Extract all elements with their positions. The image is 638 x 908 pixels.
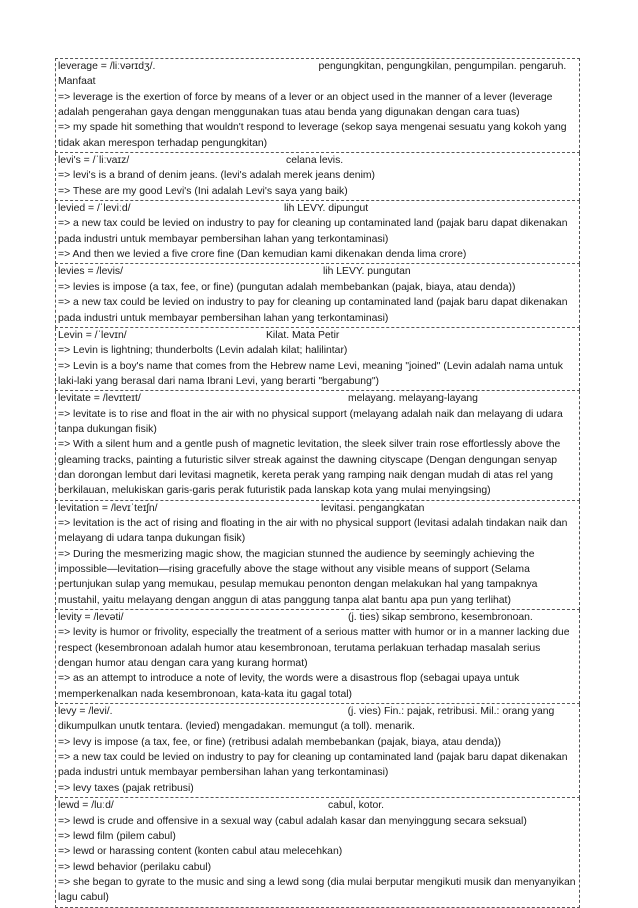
example-line: => levy is impose (a tax, fee, or fine) (retribusi adalah membebankan (pajak, biaya, atau denda)) bbox=[58, 736, 501, 748]
entry-term: lewd = /luːd/ bbox=[58, 800, 114, 812]
entry-translation: celana levis. bbox=[286, 155, 344, 167]
example-line: => levi's is a brand of denim jeans. (levi's adalah merek jeans denim) bbox=[58, 170, 376, 182]
dictionary-page bbox=[55, 58, 580, 908]
example-line: => lewd or harassing content (konten cabul atau melecehkan) bbox=[58, 846, 343, 858]
example-line: => levies is impose (a tax, fee, or fine) (pungutan adalah membebankan (pajak, biaya, atau denda)) bbox=[58, 281, 516, 293]
entry-heading bbox=[58, 264, 577, 279]
dictionary-entry bbox=[55, 153, 580, 201]
dictionary-entry bbox=[55, 501, 580, 610]
example-line: => leverage is the exertion of force by means of a lever or an object used in the manner of a lever (leverage adalah pengerahan gaya dengan menggunakan tuas atau benda yang digunakan dengan cara tuas) bbox=[58, 91, 553, 119]
entry-translation: cabul, kotor. bbox=[328, 800, 385, 812]
entry-translation: Kilat. Mata Petir bbox=[266, 329, 340, 341]
example-line: => These are my good Levi's (Ini adalah Levi's saya yang baik) bbox=[58, 185, 348, 197]
example-line: => my spade hit something that wouldn't respond to leverage (sekop saya mengenai sesuatu yang kokoh yang tidak akan merespon terhadap pengungkitan) bbox=[58, 122, 567, 149]
example-line: => she began to gyrate to the music and sing a lewd song (dia mulai berputar mengikuti musik dan menyanyikan lagu cabul) bbox=[58, 876, 576, 904]
example-line: => With a silent hum and a gentle push of magnetic levitation, the sleek silver train rose effortlessly above the gleaming tracks, painting a futuristic silver streak against the dawning cityscape (Dengan dengungan senyap dan dorongan lembut dari levitasi magnetik, kereta perak yang ramping naik dengan mudah di atas rel yang berkilauan, melukiskan garis-garis perak futuristik pada lanskap kota yang mulai menyingsing) bbox=[58, 439, 561, 497]
entry-heading bbox=[58, 201, 577, 216]
dictionary-entry bbox=[55, 264, 580, 327]
entry-translation: lih LEVY. dipungut bbox=[284, 203, 369, 215]
dictionary-entry bbox=[55, 58, 580, 153]
example-line: => During the mesmerizing magic show, the magician stunned the audience by seemingly achieving the impossible—levitation—rising gracefully above the stage without any visible means of support (Selama pertunjukan sulap yang memukau, pesulap memukau penonton dengan melakukan hal yang tampaknya mustahil, yaitu melayang dengan anggun di atas panggung tanpa alat bantu apa pun yang terlihat) bbox=[58, 548, 538, 606]
example-line: => Levin is lightning; thunderbolts (Levin adalah kilat; halilintar) bbox=[58, 345, 348, 357]
entry-term: levitation = /levɪˈteɪʃn/ bbox=[58, 502, 158, 514]
dictionary-entry bbox=[55, 201, 580, 264]
example-line: => levity is humor or frivolity, especially the treatment of a serious matter with humor or in a manner lacking due respect (kesembronoan adalah humor atau kesembronoan, terutama perlakuan terhadap masalah serius dengan humor atau dengan cara yang kurang hormat) bbox=[58, 627, 570, 670]
dictionary-entry bbox=[55, 610, 580, 704]
example-line: => lewd is crude and offensive in a sexual way (cabul adalah kasar dan menyinggung secara seksual) bbox=[58, 815, 527, 827]
entry-translation: pengungkitan, pengungkilan, pengumpilan. pengaruh. Manfaat bbox=[58, 61, 567, 88]
dictionary-entry bbox=[55, 391, 580, 500]
entry-heading bbox=[58, 704, 577, 735]
entry-term: levy = /levi/. bbox=[58, 706, 113, 718]
entry-term: levied = /ˈleviːd/ bbox=[58, 203, 131, 215]
example-line: => levy taxes (pajak retribusi) bbox=[58, 782, 194, 794]
example-line: => Levin is a boy's name that comes from the Hebrew name Levi, meaning "joined" (Levin adalah nama untuk laki-laki yang berasal dari nama Ibrani Levi, yang berarti "bergabung") bbox=[58, 360, 563, 387]
entry-heading bbox=[58, 798, 577, 813]
example-line: => levitate is to rise and float in the air with no physical support (melayang adalah naik dan melayang di udara tanpa dukungan fisik) bbox=[58, 408, 563, 435]
entry-translation: melayang. melayang-layang bbox=[348, 393, 478, 405]
entry-translation: (j. ties) sikap sembrono, kesembronoan. bbox=[348, 612, 533, 624]
entry-term: levity = /levəti/ bbox=[58, 612, 124, 624]
entry-heading bbox=[58, 610, 577, 625]
dictionary-entry bbox=[55, 328, 580, 391]
example-line: => a new tax could be levied on industry to pay for cleaning up contaminated land (pajak baru dapat dikenakan pada industri untuk membayar pembersihan lahan yang terkontaminasi) bbox=[58, 218, 568, 245]
entry-term: leverage = /liːvərɪdʒ/. bbox=[58, 61, 156, 72]
entry-heading bbox=[58, 391, 577, 406]
entry-heading bbox=[58, 153, 577, 168]
entry-heading bbox=[58, 328, 577, 343]
dictionary-entry bbox=[55, 798, 580, 907]
entry-heading bbox=[58, 59, 577, 90]
entry-translation: lih LEVY. pungutan bbox=[323, 266, 411, 278]
example-line: => lewd film (pilem cabul) bbox=[58, 830, 176, 842]
entry-term: levi's = /ˈliːvaɪz/ bbox=[58, 155, 130, 167]
entry-translation: (j. vies) Fin.: pajak, retribusi. Mil.: orang yang dikumpulkan unutk tentara. (levied) mengadakan. memungut (a toll). menarik. bbox=[58, 706, 555, 733]
entry-term: Levin = /ˈlevɪn/ bbox=[58, 329, 127, 341]
entry-translation: levitasi. pengangkatan bbox=[321, 502, 425, 514]
entry-term: levitate = /levɪteɪt/ bbox=[58, 393, 141, 405]
example-line: => a new tax could be levied on industry to pay for cleaning up contaminated land (pajak baru dapat dikenakan pada industri untuk membayar pembersihan lahan yang terkontaminasi) bbox=[58, 297, 568, 324]
entry-heading bbox=[58, 501, 577, 516]
dictionary-entry bbox=[55, 704, 580, 798]
entry-term: levies = /levis/ bbox=[58, 266, 123, 278]
example-line: => lewd behavior (perilaku cabul) bbox=[58, 861, 212, 873]
example-line: => levitation is the act of rising and floating in the air with no physical support (levitasi adalah tindakan naik dan melayang di udara tanpa dukungan fisik) bbox=[58, 517, 568, 545]
example-line: => And then we levied a five crore fine (Dan kemudian kami dikenakan denda lima crore) bbox=[58, 249, 467, 261]
example-line: => as an attempt to introduce a note of levity, the words were a disastrous flop (sebagai upaya untuk memperkenalkan nada kesembronoan, kata-kata itu gagal total) bbox=[58, 673, 520, 700]
example-line: => a new tax could be levied on industry to pay for cleaning up contaminated land (pajak baru dapat dikenakan pada industri untuk membayar pembersihan lahan yang terkontaminasi) bbox=[58, 752, 568, 779]
